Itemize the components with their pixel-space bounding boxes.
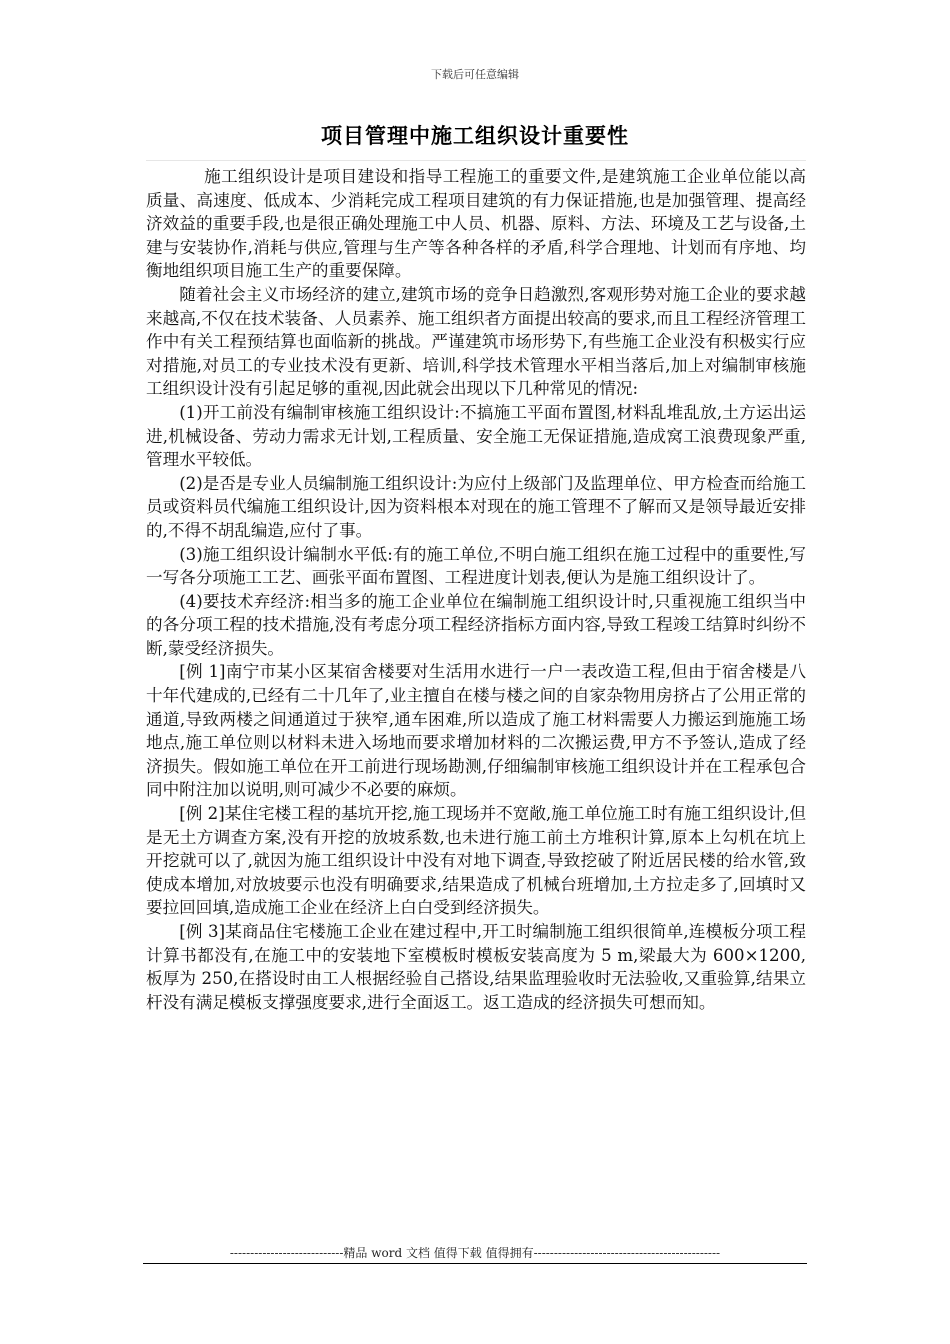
footer-divider xyxy=(143,1263,807,1264)
paragraph-case-2: (2)是否是专业人员编制施工组织设计:为应付上级部门及监理单位、甲方检查而给施工员或资料员代编施工组织设计,因为资料根本对现在的施工管理不了解而又是领导最近安排的,不得不胡乱编造,应付了事。 xyxy=(146,473,806,540)
paragraph-example-2: [例 2]某住宅楼工程的基坑开挖,施工现场并不宽敞,施工单位施工时有施工组织设计,但是无土方调查方案,没有开挖的放坡系数,也未进行施工前土方堆积计算,原本上勾机在坑上开挖就可以了,就因为施工组织设计中没有对地下调查,导致挖破了附近居民楼的给水管,致使成本增加,对放坡要示也没有明确要求,结果造成了机械台班增加,土方拉走多了,回填时又要拉回回填,造成施工企业在经济上白白受到经济损失。 xyxy=(146,804,806,918)
paragraph-background: 随着社会主义市场经济的建立,建筑市场的竞争日趋激烈,客观形势对施工企业的要求越来越高,不仅在技术装备、人员素养、施工组织者方面提出较高的要求,而且工程经济管理工作中有关工程预结算也面临新的挑战。严谨建筑市场形势下,有些施工企业没有积极实行应对措施,对员工的专业技术没有更新、培训,科学技术管理水平相当落后,加上对编制审核施工组织设计没有引起足够的重视,因此就会出现以下几种常见的情况: xyxy=(146,284,806,399)
paragraph-case-1: (1)开工前没有编制审核施工组织设计:不搞施工平面布置图,材料乱堆乱放,土方运出运进,机械设备、劳动力需求无计划,工程质量、安全施工无保证措施,造成窝工浪费现象严重,管理水平较低。 xyxy=(146,402,806,470)
paragraph-example-3: [例 3]某商品住宅楼施工企业在建过程中,开工时编制施工组织很简单,连模板分项工程计算书都没有,在施工中的安装地下室模板时模板安装高度为 5 m,梁最大为 600×1200,板厚为 250,在搭设时由工人根据经验自己搭设,结果监理验收时无法验收,又重验算,结果立杆没有满足模板支撑强度要求,进行全面返工。返工造成的经济损失可想而知。 xyxy=(146,922,806,1012)
page-title: 项目管理中施工组织设计重要性 xyxy=(321,123,629,148)
footer-text: ----------------------------精品 word 文档 值得下载 值得拥有---------------------------------------------- xyxy=(229,1246,721,1260)
document-body xyxy=(146,165,806,1014)
paragraph-case-3: (3)施工组织设计编制水平低:有的施工单位,不明白施工组织在施工过程中的重要性,写一写各分项施工工艺、画张平面布置图、工程进度计划表,便认为是施工组织设计了。 xyxy=(146,544,806,588)
paragraph-intro: 施工组织设计是项目建设和指导工程施工的重要文件,是建筑施工企业单位能以高质量、高速度、低成本、少消耗完成工程项目建筑的有力保证措施,也是加强管理、提高经济效益的重要手段,也是很正确处理施工中人员、机器、原料、方法、环境及工艺与设备,土建与安装协作,消耗与供应,管理与生产等各种各样的矛盾,科学合理地、计划而有序地、均衡地组织项目施工生产的重要保障。 xyxy=(146,167,806,281)
header-note: 下载后可任意编辑 xyxy=(431,68,519,81)
paragraph-example-1: [例 1]南宁市某小区某宿舍楼要对生活用水进行一户一表改造工程,但由于宿舍楼是八十年代建成的,已经有二十几年了,业主擅自在楼与楼之间的自家杂物用房挤占了公用正常的通道,导致两楼之间通道过于狭窄,通车困难,所以造成了施工材料需要人力搬运到施施工场地点,施工单位则以材料未进入场地而要求增加材料的二次搬运费,甲方不予签认,造成了经济损失。假如施工单位在开工前进行现场勘测,仔细编制审核施工组织设计并在工程承包合同中附注加以说明,则可减少不必要的麻烦。 xyxy=(146,662,806,800)
paragraph-case-4: (4)要技术弃经济:相当多的施工企业单位在编制施工组织设计时,只重视施工组织当中的各分项工程的技术措施,没有考虑分项工程经济指标方面内容,导致工程竣工结算时纠纷不断,蒙受经济损失。 xyxy=(146,591,806,658)
title-divider xyxy=(146,160,806,161)
